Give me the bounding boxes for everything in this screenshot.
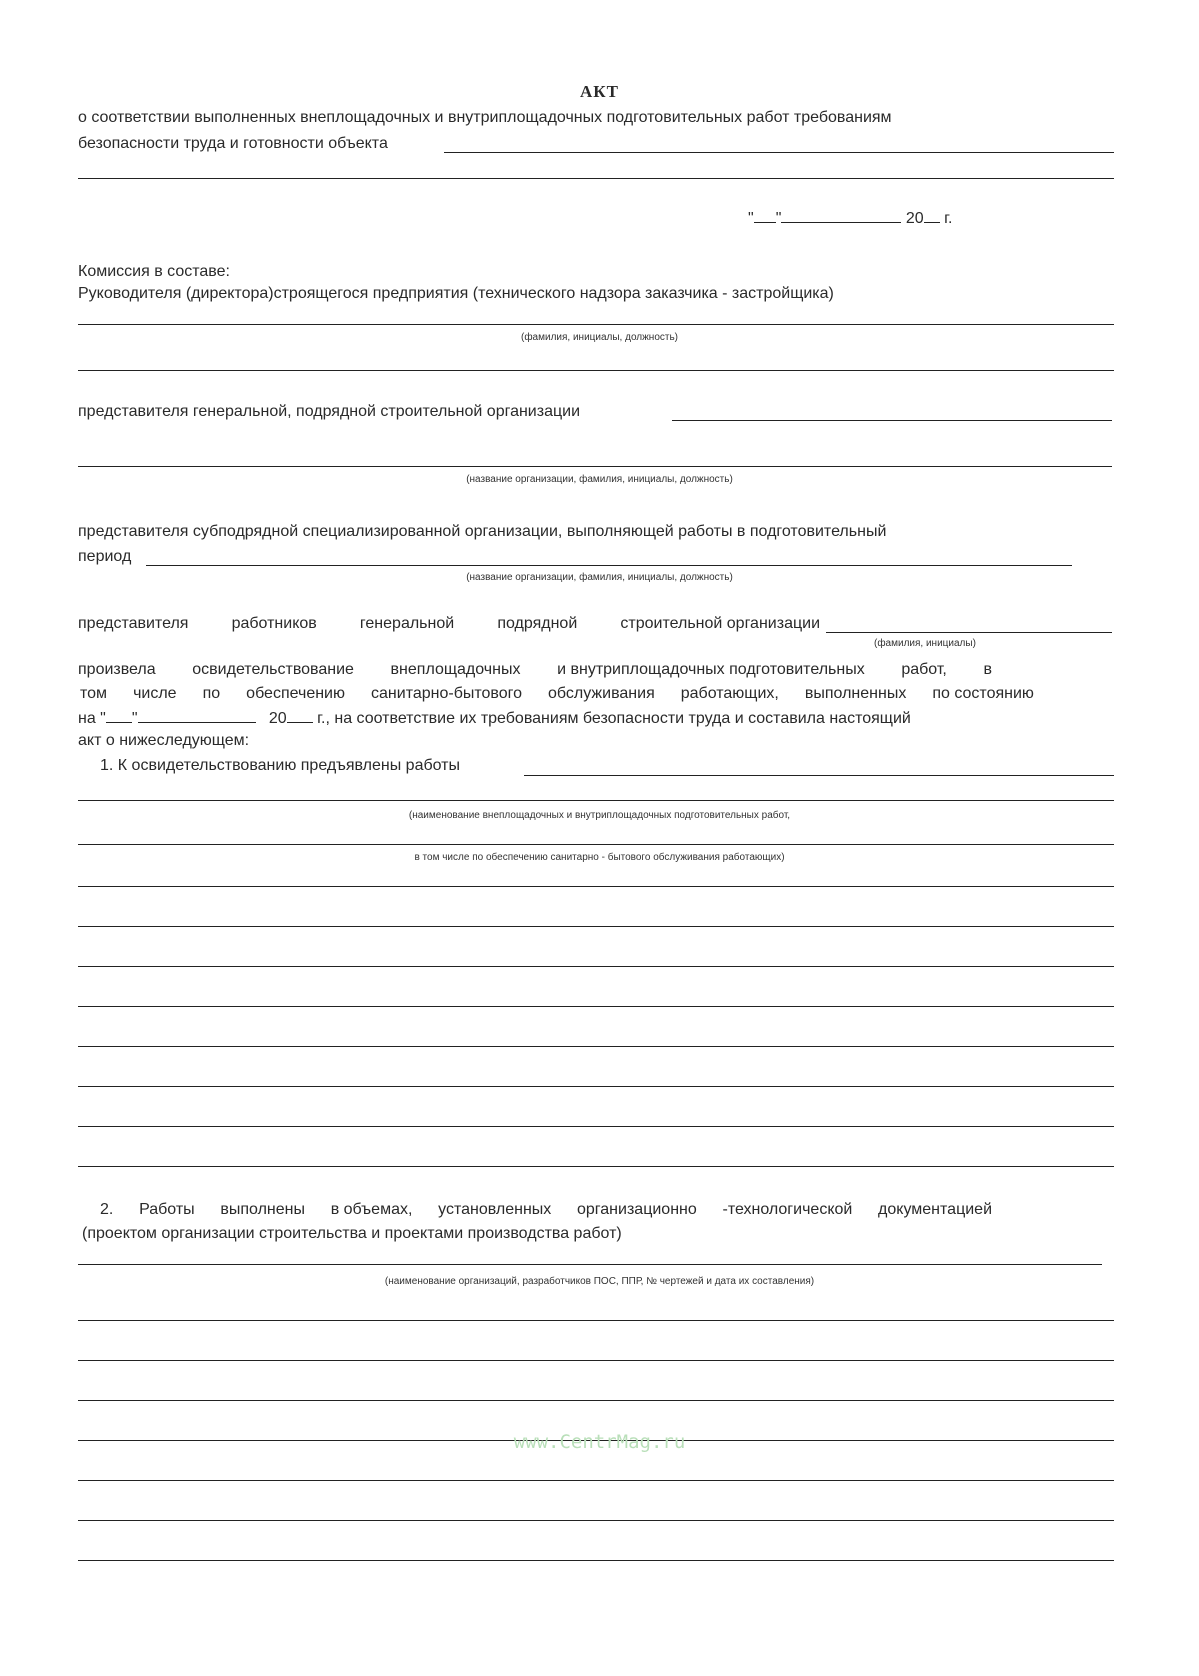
workers-rep-hint: (фамилия, инициалы) (874, 638, 976, 649)
inspection-year-field[interactable] (287, 708, 313, 723)
section2-blank-line[interactable] (78, 1520, 1114, 1521)
section1-blank-line[interactable] (78, 1046, 1114, 1047)
sub-rep-label-line1: представителя субподрядной специализированной организации, выполняющей работы в подготовительный (78, 523, 887, 540)
commission-label: Комиссия в составе: (78, 263, 230, 280)
sub-rep-hint: (название организации, фамилия, инициалы, должность) (466, 572, 733, 583)
body-line-4: акт о нижеследующем: (78, 732, 250, 749)
leader-name-field-2[interactable] (78, 370, 1114, 371)
general-rep-field-2[interactable] (78, 466, 1112, 467)
sub-rep-field[interactable] (146, 565, 1072, 566)
heading-line-1: о соответствии выполненных внеплощадочных и внутриплощадочных подготовительных работ требованиям (78, 109, 892, 126)
section1-blank-line[interactable] (78, 966, 1114, 967)
section2-blank-line[interactable] (78, 1560, 1114, 1561)
inspection-day-field[interactable] (106, 708, 132, 723)
section1-blank-line[interactable] (78, 1086, 1114, 1087)
section2-line-2: (проектом организации строительства и проектами производства работ) (82, 1225, 622, 1242)
body-line-3: на " " 20 г., на соответствие их требованиям безопасности труда и составила настоящий (78, 710, 911, 727)
inspection-month-field[interactable] (138, 708, 256, 723)
date-year-field[interactable] (924, 208, 940, 223)
section1-blank-line[interactable] (78, 1166, 1114, 1167)
date-month-field[interactable] (781, 208, 901, 223)
section2-blank-line[interactable] (78, 1360, 1114, 1361)
date-line: " " 20 г. (748, 210, 953, 227)
section2-line-1: 2. Работы выполнены в объемах, установленных организационно -технологической документацией (100, 1201, 992, 1218)
section2-hint: (наименование организаций, разработчиков ПОС, ППР, № чертежей и дата их составления) (384, 1276, 815, 1287)
leader-hint: (фамилия, инициалы, должность) (520, 332, 679, 343)
section1-field-3[interactable] (78, 844, 1114, 845)
section1-blank-line[interactable] (78, 926, 1114, 927)
section1-blank-line[interactable] (78, 1126, 1114, 1127)
body-line-2: том числе по обеспечению санитарно-бытового обслуживания работающих, выполненных по состоянию (80, 685, 1034, 702)
object-name-field[interactable] (444, 152, 1114, 153)
workers-rep-field[interactable] (826, 632, 1112, 633)
section2-blank-line[interactable] (78, 1320, 1114, 1321)
section1-label: 1. К освидетельствованию предъявлены работы (100, 757, 461, 774)
object-name-field-continued[interactable] (78, 178, 1114, 179)
document-title: АКТ (580, 82, 619, 101)
section1-blank-line[interactable] (78, 1006, 1114, 1007)
section1-field[interactable] (524, 775, 1114, 776)
general-rep-field[interactable] (672, 420, 1112, 421)
heading-line-2: безопасности труда и готовности объекта (78, 135, 388, 152)
leader-name-field[interactable] (78, 324, 1114, 325)
general-rep-label: представителя генеральной, подрядной строительной организации (78, 403, 581, 420)
section2-blank-line[interactable] (78, 1400, 1114, 1401)
section1-hint-2: в том числе по обеспечению санитарно - бытового обслуживания работающих) (414, 852, 785, 863)
date-day-field[interactable] (754, 208, 776, 223)
commission-leader-label: Руководителя (директора)строящегося предприятия (технического надзора заказчика - застройщика) (78, 285, 834, 302)
section1-hint-1: (наименование внеплощадочных и внутриплощадочных подготовительных работ, (408, 810, 791, 821)
section2-blank-line[interactable] (78, 1480, 1114, 1481)
section2-field[interactable] (78, 1264, 1102, 1265)
workers-rep-label: представителя работников генеральной подрядной строительной организации (78, 615, 820, 632)
sub-rep-label-line2: период (78, 548, 132, 565)
general-rep-hint: (название организации, фамилия, инициалы, должность) (466, 474, 733, 485)
body-line-1: произвела освидетельствование внеплощадочных и внутриплощадочных подготовительных работ, в (78, 661, 992, 678)
section1-field-2[interactable] (78, 800, 1114, 801)
watermark: www.CentrMag.ru (513, 1431, 686, 1453)
section1-blank-line[interactable] (78, 886, 1114, 887)
